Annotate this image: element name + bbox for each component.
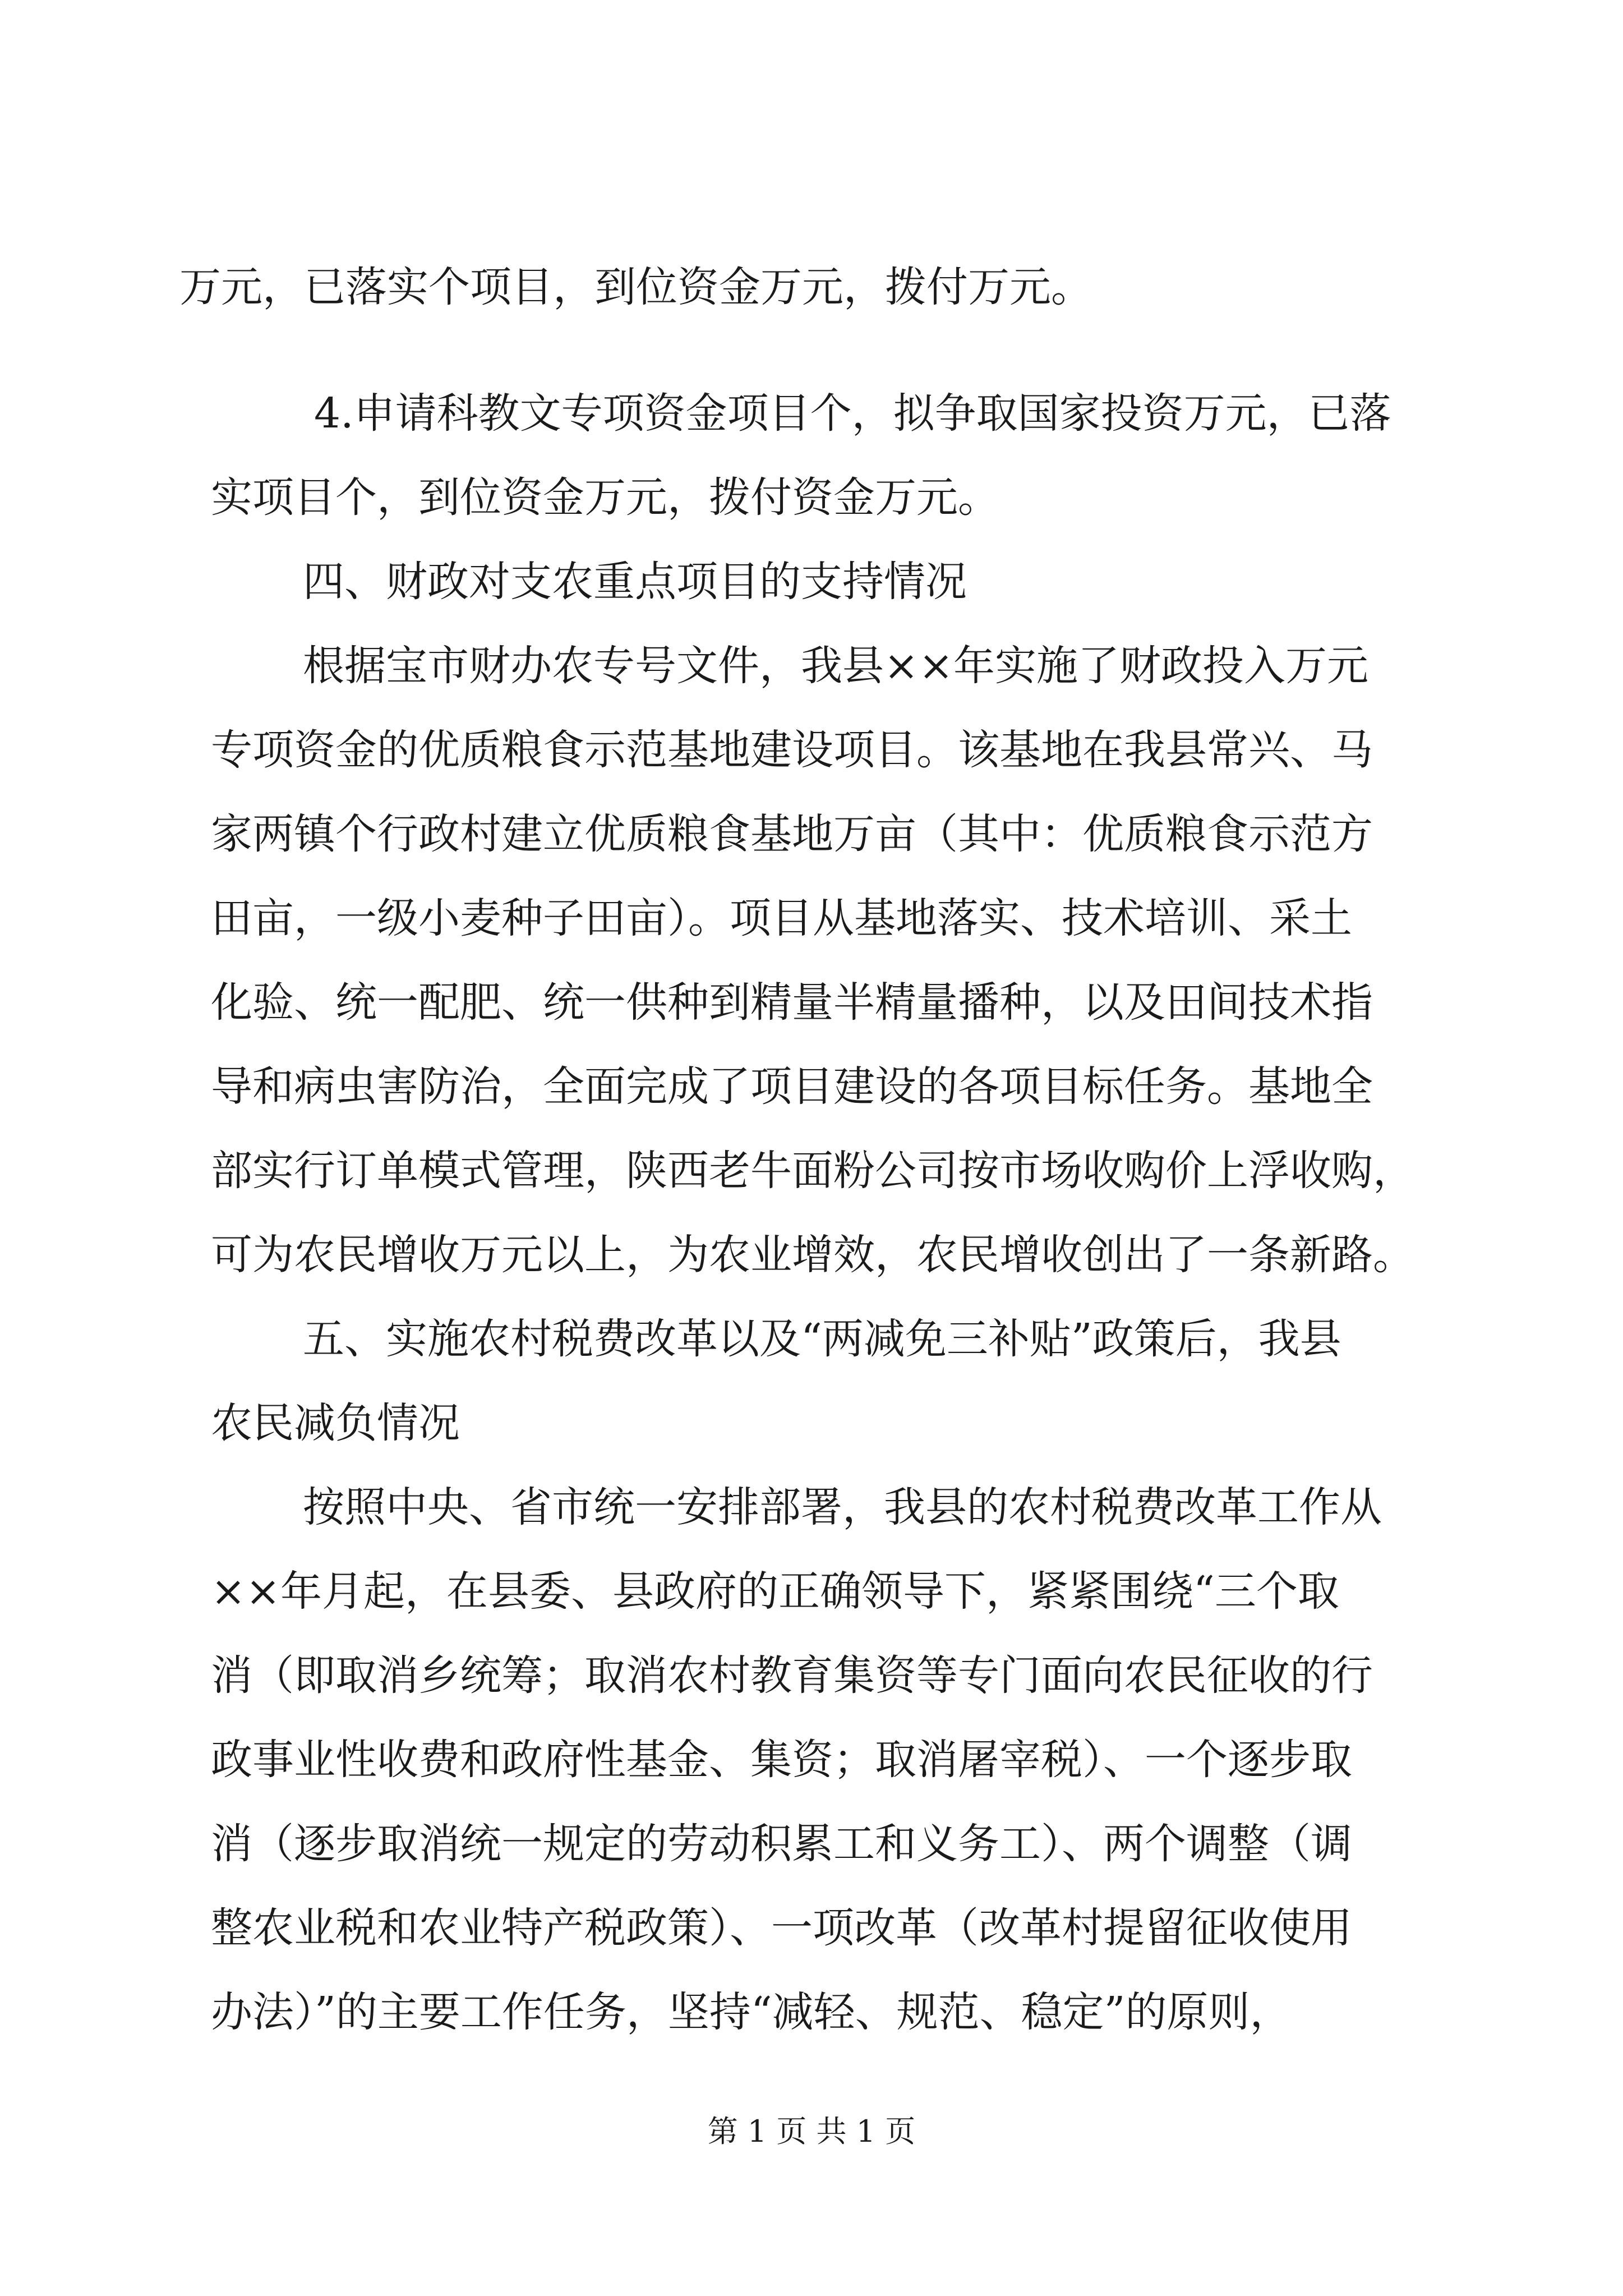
text-line: 根据宝市财办农专号文件，我县××年实施了财政投入万元 — [303, 642, 1369, 690]
text-line: 田亩，一级小麦种子田亩）。项目从基地落实、技术培训、采土 — [211, 894, 1352, 942]
page-footer: 第 1 页 共 1 页 — [707, 2114, 916, 2149]
text-line: 整农业税和农业特产税政策）、一项改革（改革村提留征收使用 — [211, 1904, 1352, 1952]
text-line: 化验、统一配肥、统一供种到精量半精量播种，以及田间技术指 — [211, 978, 1373, 1027]
text-line: 万元，已落实个项目，到位资金万元，拨付万元。 — [179, 263, 1092, 311]
section-heading: 五、实施农村税费改革以及“两减免三补贴”政策后，我县 — [303, 1315, 1341, 1363]
text-line: 4.申请科教文专项资金项目个，拟争取国家投资万元，已落 — [314, 389, 1391, 438]
text-line: 部实行订单模式管理，陕西老牛面粉公司按市场收购价上浮收购， — [211, 1147, 1414, 1195]
text-line: 家两镇个行政村建立优质粮食基地万亩（其中：优质粮食示范方 — [211, 810, 1373, 858]
text-line: 消（逐步取消统一规定的劳动积累工和义务工）、两个调整（调 — [211, 1820, 1352, 1868]
text-line: 实项目个，到位资金万元，拨付资金万元。 — [211, 473, 999, 522]
text-line: 消（即取消乡统筹；取消农村教育集资等专门面向农民征收的行 — [211, 1651, 1373, 1700]
text-line: ××年月起，在县委、县政府的正确领导下，紧紧围绕“三个取 — [211, 1567, 1339, 1616]
text-line: 可为农民增收万元以上，为农业增效，农民增收创出了一条新路。 — [211, 1231, 1414, 1279]
text-line: 导和病虫害防治，全面完成了项目建设的各项目标任务。基地全 — [211, 1062, 1373, 1111]
section-heading: 四、财政对支农重点项目的支持情况 — [303, 558, 967, 606]
text-line: 专项资金的优质粮食示范基地建设项目。该基地在我县常兴、马 — [211, 726, 1373, 774]
text-line: 办法）”的主要工作任务，坚持“减轻、规范、稳定”的原则， — [211, 1988, 1292, 2036]
text-line: 政事业性收费和政府性基金、集资；取消屠宰税）、一个逐步取 — [211, 1736, 1352, 1784]
text-line: 按照中央、省市统一安排部署，我县的农村税费改革工作从 — [303, 1483, 1382, 1531]
section-heading: 农民减负情况 — [211, 1399, 460, 1447]
